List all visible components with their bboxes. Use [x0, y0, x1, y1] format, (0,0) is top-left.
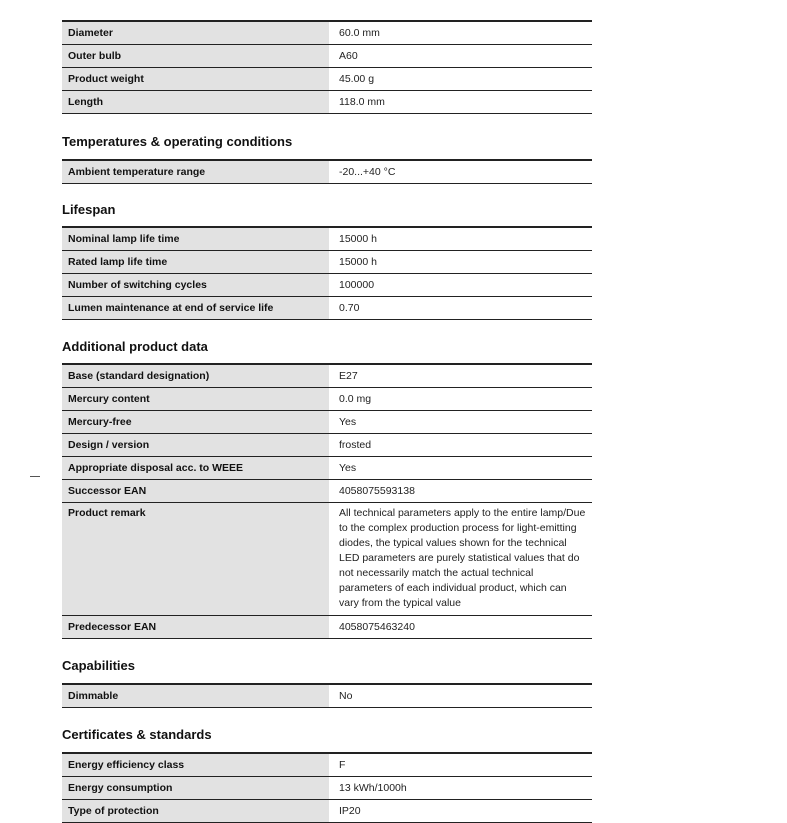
row-label: Length [62, 91, 329, 114]
row-label: Nominal lamp life time [62, 227, 329, 251]
row-label: Base (standard designation) [62, 364, 329, 388]
row-label: Mercury-free [62, 411, 329, 434]
additional-table [62, 363, 592, 639]
row-value: frosted [333, 434, 592, 457]
capabilities-table [62, 683, 592, 708]
row-value: 4058075593138 [333, 480, 592, 503]
table-row [62, 251, 592, 274]
row-label: Energy efficiency class [62, 753, 329, 777]
table-row [62, 274, 592, 297]
row-label: Product weight [62, 68, 329, 91]
row-label: Outer bulb [62, 45, 329, 68]
row-label: Design / version [62, 434, 329, 457]
table-row [62, 160, 592, 184]
table-row [62, 68, 592, 91]
row-label: Lumen maintenance at end of service life [62, 297, 329, 320]
table-row [62, 800, 592, 823]
row-label: Rated lamp life time [62, 251, 329, 274]
row-label: Product remark [62, 503, 329, 616]
row-value: E27 [333, 364, 592, 388]
certificates-table [62, 752, 592, 823]
table-row [62, 227, 592, 251]
row-value: 100000 [333, 274, 592, 297]
section-title-certificates: Certificates & standards [62, 727, 212, 742]
row-label: Number of switching cycles [62, 274, 329, 297]
row-value: 0.0 mg [333, 388, 592, 411]
row-label: Successor EAN [62, 480, 329, 503]
table-row [62, 21, 592, 45]
row-label: Mercury content [62, 388, 329, 411]
row-value: 4058075463240 [333, 616, 592, 639]
spec-sheet [62, 0, 592, 823]
row-value: Yes [333, 457, 592, 480]
section-title-lifespan: Lifespan [62, 202, 116, 217]
row-label: Type of protection [62, 800, 329, 823]
table-row [62, 388, 592, 411]
row-label: Diameter [62, 21, 329, 45]
dimensions-table [62, 20, 592, 114]
row-value: 118.0 mm [333, 91, 592, 114]
section-title-capabilities: Capabilities [62, 658, 135, 673]
table-row [62, 616, 592, 639]
lifespan-table [62, 226, 592, 320]
row-label: Energy consumption [62, 777, 329, 800]
page-edge-mark [30, 476, 40, 477]
row-label: Predecessor EAN [62, 616, 329, 639]
row-value: -20...+40 °C [333, 160, 592, 184]
row-value: 15000 h [333, 227, 592, 251]
row-value: 15000 h [333, 251, 592, 274]
table-row [62, 753, 592, 777]
row-value: 45.00 g [333, 68, 592, 91]
row-value: 60.0 mm [333, 21, 592, 45]
table-row [62, 297, 592, 320]
table-row [62, 503, 592, 616]
row-value: 0.70 [333, 297, 592, 320]
section-title-additional: Additional product data [62, 339, 208, 354]
row-value: No [333, 684, 592, 708]
table-row [62, 434, 592, 457]
table-row [62, 480, 592, 503]
table-row [62, 91, 592, 114]
row-value: A60 [333, 45, 592, 68]
temperatures-table [62, 159, 592, 184]
table-row [62, 684, 592, 708]
table-row [62, 457, 592, 480]
row-value: Yes [333, 411, 592, 434]
row-value: F [333, 753, 592, 777]
table-row [62, 777, 592, 800]
table-row [62, 364, 592, 388]
table-row [62, 411, 592, 434]
row-label: Appropriate disposal acc. to WEEE [62, 457, 329, 480]
table-row [62, 45, 592, 68]
row-value: 13 kWh/1000h [333, 777, 592, 800]
row-label: Ambient temperature range [62, 160, 329, 184]
row-label: Dimmable [62, 684, 329, 708]
product-remark-value: All technical parameters apply to the entire lamp/Due to the complex production process for light-emitting diodes, the typical values shown for the technical LED parameters are purely statistical values that do not necessarily match the actual technical parameters of each individual product, which can vary from the typical value [333, 503, 592, 616]
row-value: IP20 [333, 800, 592, 823]
section-title-temperatures: Temperatures & operating conditions [62, 134, 293, 149]
